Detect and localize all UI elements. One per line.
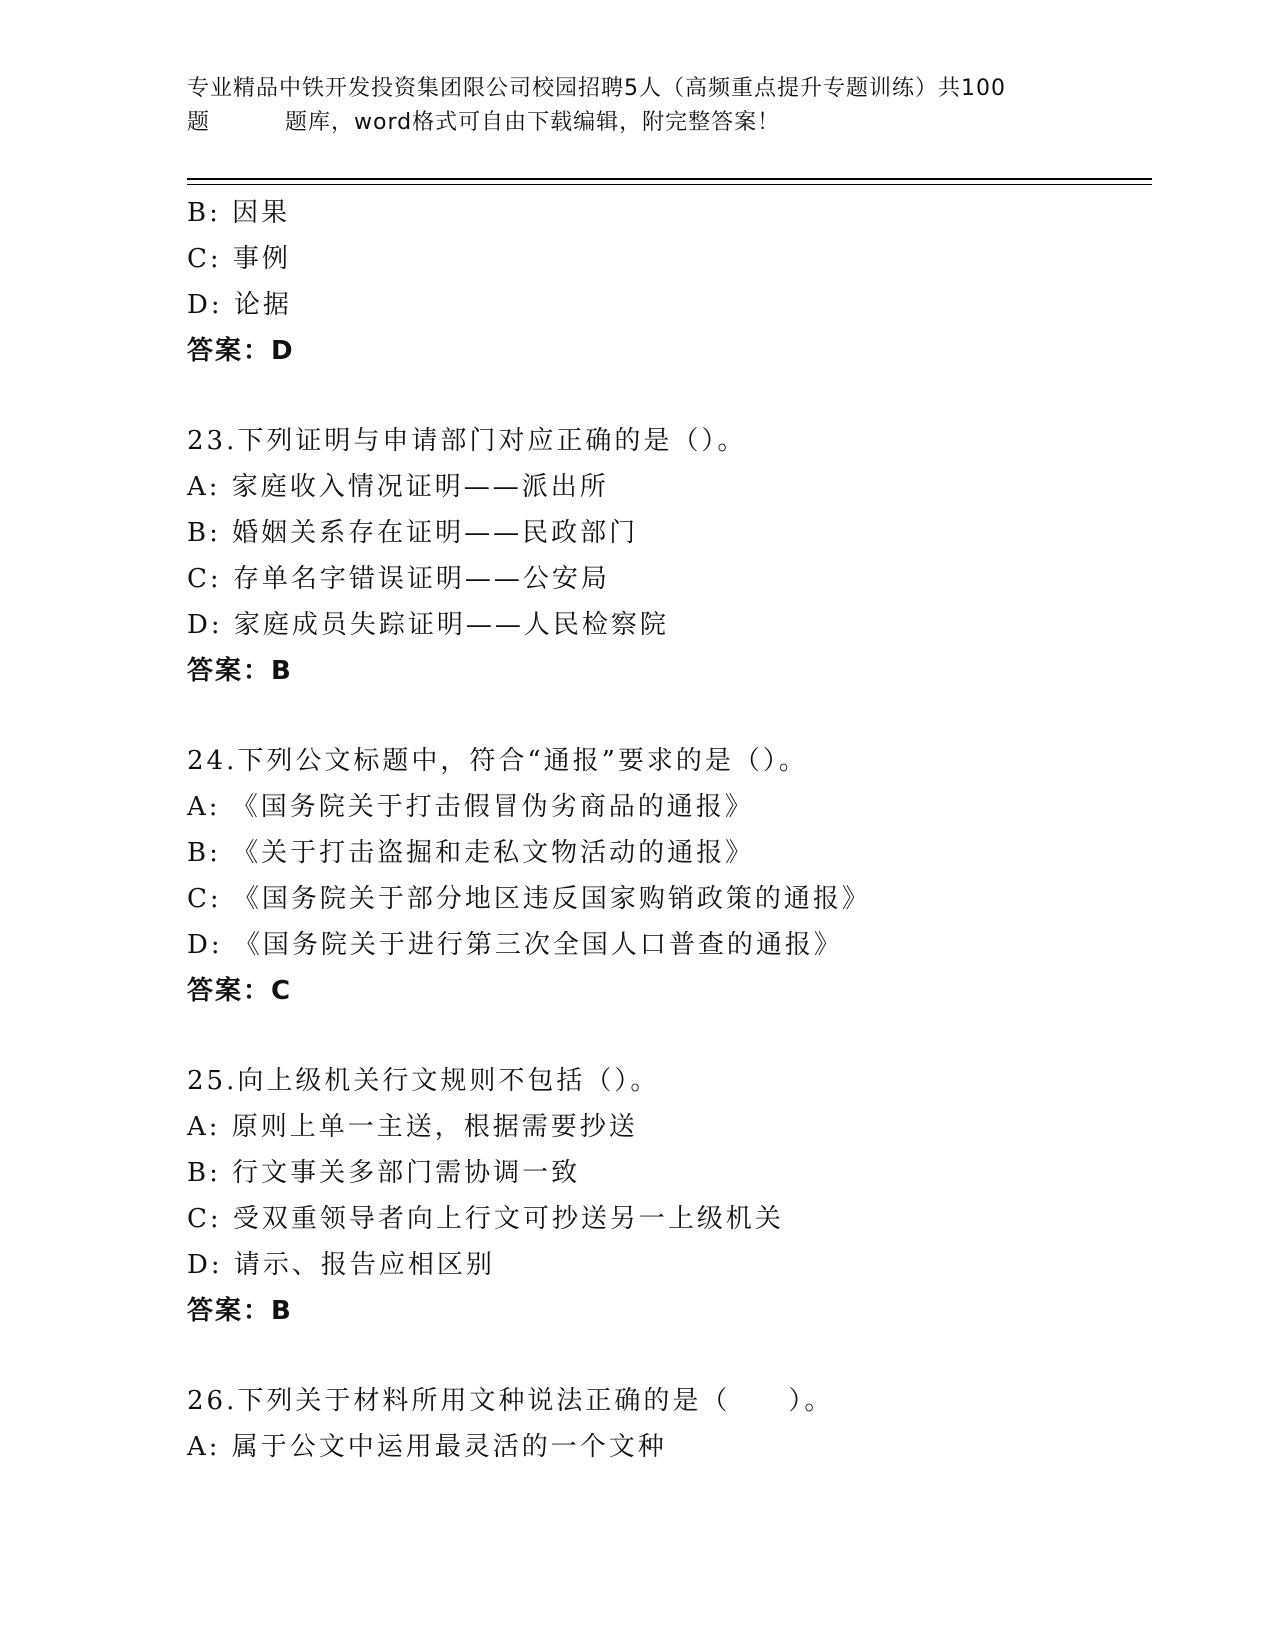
option-line: D: 请示、报告应相区别 [187, 1250, 495, 1280]
option-line: A: 《国务院关于打击假冒伪劣商品的通报》 [187, 792, 754, 822]
header-line2-text: 题库，word格式可自由下载编辑，附完整答案！ [285, 110, 781, 135]
question-content [187, 190, 1147, 1470]
option-line: D: 论据 [187, 290, 292, 320]
answer-line: 答案：B [187, 656, 293, 686]
header-title-line2 [187, 106, 1087, 140]
answer-line: 答案：C [187, 976, 293, 1006]
option-line: B: 《关于打击盗掘和走私文物活动的通报》 [187, 838, 755, 868]
option-line: B: 行文事关多部门需协调一致 [187, 1158, 581, 1188]
question-stem: 24.下列公文标题中，符合“通报”要求的是（）。 [187, 746, 808, 776]
option-line: B: 婚姻关系存在证明——民政部门 [187, 518, 639, 548]
header-title-line1: 专业精品中铁开发投资集团限公司校园招聘5人（高频重点提升专题训练）共100 [187, 76, 1006, 101]
option-line: B: 因果 [187, 198, 291, 228]
answer-line: 答案：B [187, 1296, 293, 1326]
option-line: D: 家庭成员失踪证明——人民检察院 [187, 610, 669, 640]
answer-line: 答案：D [187, 336, 295, 366]
question-stem: 23.下列证明与申请部门对应正确的是（）。 [187, 426, 747, 456]
option-line: A: 家庭收入情况证明——派出所 [187, 472, 609, 502]
question-stem: 25.向上级机关行文规则不包括（）。 [187, 1066, 660, 1096]
option-line: C: 受双重领导者向上行文可抄送另一上级机关 [187, 1204, 784, 1234]
option-line: C: 存单名字错误证明——公安局 [187, 564, 610, 594]
option-line: A: 原则上单一主送，根据需要抄送 [187, 1112, 638, 1142]
option-line: D: 《国务院关于进行第三次全国人口普查的通报》 [187, 930, 843, 960]
header-rule-thin [187, 184, 1152, 185]
question-stem: 26.下列关于材料所用文种说法正确的是（ ）。 [187, 1386, 834, 1416]
header-rule-thick [187, 178, 1152, 180]
option-line: C: 事例 [187, 244, 291, 274]
option-line: A: 属于公文中运用最灵活的一个文种 [187, 1432, 667, 1462]
header-line2-prefix: 题 [187, 110, 211, 135]
option-line: C: 《国务院关于部分地区违反国家购销政策的通报》 [187, 884, 871, 914]
document-header [187, 72, 1087, 140]
